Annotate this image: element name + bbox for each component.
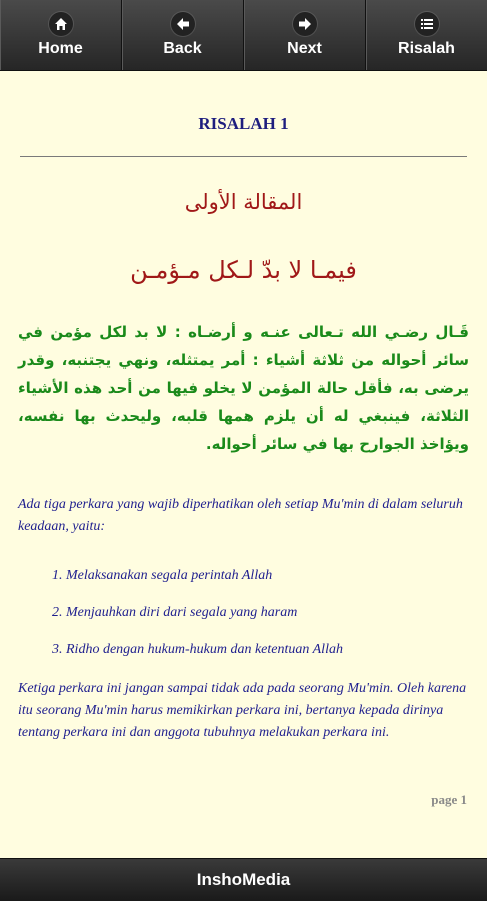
next-button[interactable] bbox=[244, 0, 366, 70]
closing-paragraph: Ketiga perkara ini jangan sampai tidak ada pada seorang Mu'min. Oleh karena itu seorang Mu'min harus memikirkan perkara ini, bertanya kepada dirinya tentang perkara ini dan anggota tubuhnya melakukan perkara ini. bbox=[18, 681, 467, 740]
arabic-heading-1: المقالة الأولى bbox=[184, 190, 303, 214]
arabic-heading-2: فيمـا لا بدّ لـكل مـؤمـن bbox=[130, 256, 357, 284]
page-number: page 1 bbox=[431, 792, 467, 807]
risalah-button-label: Risalah bbox=[398, 40, 455, 57]
next-button-label: Next bbox=[287, 40, 322, 57]
intro-paragraph: Ada tiga perkara yang wajib diperhatikan oleh setiap Mu'min di dalam seluruh keadaan, yaitu: bbox=[18, 497, 463, 534]
list-item: 1. Melaksanakan segala perintah Allah bbox=[52, 568, 273, 583]
top-navbar bbox=[0, 0, 487, 71]
divider bbox=[20, 156, 467, 157]
home-button[interactable] bbox=[0, 0, 122, 70]
back-button[interactable] bbox=[122, 0, 244, 70]
risalah-button[interactable] bbox=[366, 0, 487, 70]
back-button-label: Back bbox=[163, 40, 202, 57]
home-button-label: Home bbox=[38, 40, 83, 57]
footer-bar bbox=[0, 858, 487, 901]
content-area bbox=[0, 70, 487, 858]
points-list bbox=[52, 566, 472, 677]
list-icon bbox=[415, 12, 439, 36]
footer-label: InshoMedia bbox=[196, 870, 291, 889]
list-item: 3. Ridho dengan hukum-hukum dan ketentuan Allah bbox=[52, 642, 343, 657]
page-title: RISALAH 1 bbox=[198, 114, 289, 133]
arabic-paragraph: قَـال رضـي الله تـعالى عنـه و أرضـاه : لا بد لكل مؤمن في سائر أحواله من ثلاثة أشياء : أمر يمتثله، ونهي يجتنبه، وقدر يرضى به، فأقل حالة المؤمن لا يخلو فيها من أحد هذه الأشياء الثلاثة، فينبغي له أن يلزم همها قلبه، وليحدث بها نفسه، ويؤاخذ الجوارح بها في سائر أحواله. bbox=[18, 323, 469, 453]
arrow-left-icon bbox=[171, 12, 195, 36]
home-icon bbox=[49, 12, 73, 36]
list-item: 2. Menjauhkan diri dari segala yang haram bbox=[52, 605, 298, 620]
arrow-right-icon bbox=[293, 12, 317, 36]
